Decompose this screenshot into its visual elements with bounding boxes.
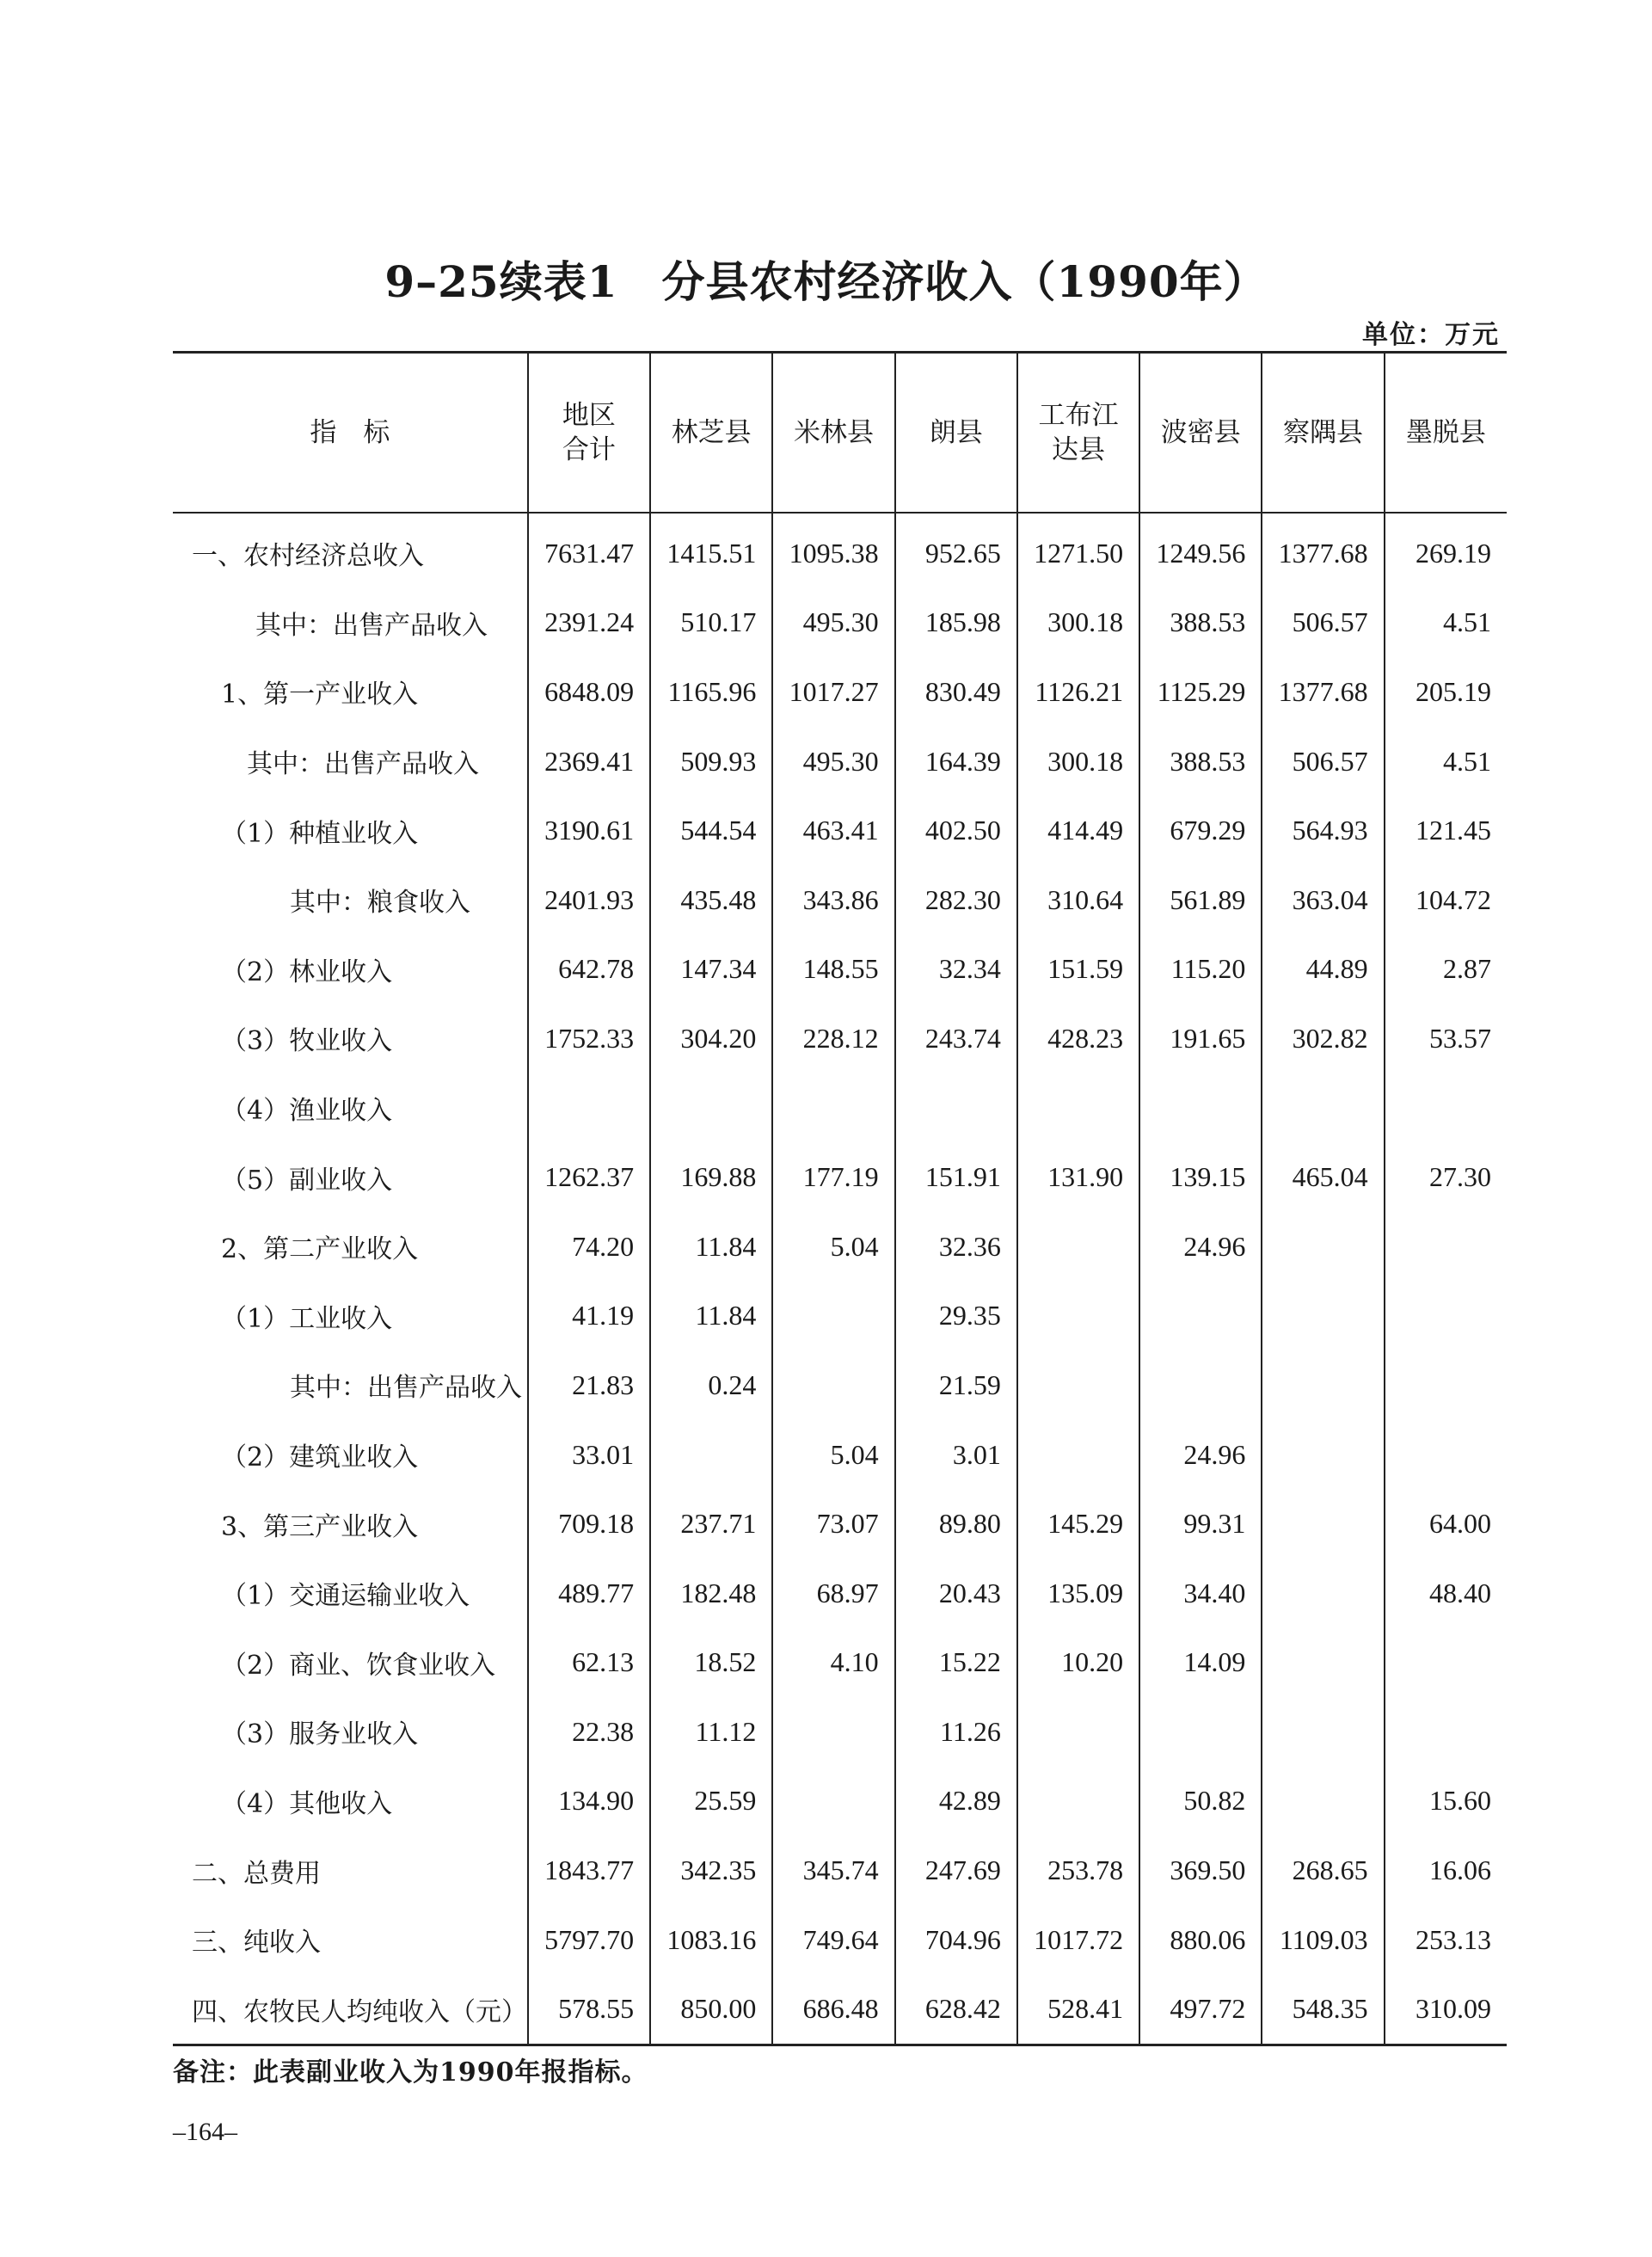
table-cell: 342.35	[650, 1836, 772, 1905]
table-cell: 73.07	[772, 1489, 894, 1559]
table-cell	[772, 1282, 894, 1351]
table-cell: 428.23	[1017, 1004, 1139, 1073]
table-row	[173, 1489, 1507, 1559]
table-cell: 121.45	[1385, 796, 1507, 865]
table-row	[173, 1142, 1507, 1212]
table-cell	[1385, 1350, 1507, 1420]
table-cell: 42.89	[895, 1767, 1017, 1836]
row-label: 1、第一产业收入	[221, 680, 419, 710]
table-cell	[772, 1073, 894, 1143]
table-cell	[1385, 1073, 1507, 1143]
table-cell: 578.55	[528, 1974, 650, 2045]
table-cell: 1415.51	[650, 513, 772, 588]
table-cell: 191.65	[1139, 1004, 1262, 1073]
row-label: （1）交通运输业收入	[221, 1581, 470, 1612]
row-label: （1）工业收入	[221, 1303, 393, 1334]
row-label: 其中：出售产品收入	[255, 610, 488, 641]
table-cell: 1126.21	[1017, 657, 1139, 727]
table-cell: 1271.50	[1017, 513, 1139, 588]
table-cell: 1262.37	[528, 1142, 650, 1212]
table-cell: 1377.68	[1262, 657, 1384, 727]
table-cell: 44.89	[1262, 935, 1384, 1005]
table-cell: 1125.29	[1139, 657, 1262, 727]
table-cell	[895, 1073, 1017, 1143]
table-cell: 11.12	[650, 1697, 772, 1767]
table-cell: 3.01	[895, 1420, 1017, 1490]
table-cell: 2391.24	[528, 588, 650, 658]
column-header-indicator: 指 标	[173, 353, 528, 514]
table-cell: 952.65	[895, 513, 1017, 588]
table-cell: 185.98	[895, 588, 1017, 658]
table-cell	[1139, 1697, 1262, 1767]
table-header-row	[173, 353, 1507, 514]
table-cell: 1752.33	[528, 1004, 650, 1073]
table-cell	[1017, 1212, 1139, 1282]
table-cell: 5.04	[772, 1212, 894, 1282]
table-cell: 388.53	[1139, 727, 1262, 796]
table-cell: 32.36	[895, 1212, 1017, 1282]
table-cell: 1843.77	[528, 1836, 650, 1905]
row-label: 其中：出售产品收入	[290, 1373, 522, 1404]
table-cell: 62.13	[528, 1628, 650, 1698]
table-cell	[1139, 1282, 1262, 1351]
table-row	[173, 513, 1507, 588]
table-cell: 830.49	[895, 657, 1017, 727]
column-header: 朗县	[895, 353, 1017, 514]
table-cell: 177.19	[772, 1142, 894, 1212]
table-cell: 880.06	[1139, 1905, 1262, 1975]
column-header: 波密县	[1139, 353, 1262, 514]
table-cell: 4.10	[772, 1628, 894, 1698]
table-cell: 495.30	[772, 727, 894, 796]
table-cell: 25.59	[650, 1767, 772, 1836]
table-cell: 10.20	[1017, 1628, 1139, 1698]
table-row	[173, 727, 1507, 796]
table-cell: 561.89	[1139, 865, 1262, 935]
table-cell	[1262, 1420, 1384, 1490]
table-cell	[1262, 1628, 1384, 1698]
table-cell: 1109.03	[1262, 1905, 1384, 1975]
table-cell: 2369.41	[528, 727, 650, 796]
table-cell: 48.40	[1385, 1559, 1507, 1628]
table-cell: 544.54	[650, 796, 772, 865]
table-cell: 1095.38	[772, 513, 894, 588]
table-cell: 363.04	[1262, 865, 1384, 935]
table-row	[173, 1004, 1507, 1073]
table-cell: 139.15	[1139, 1142, 1262, 1212]
table-cell: 14.09	[1139, 1628, 1262, 1698]
table-cell: 68.97	[772, 1559, 894, 1628]
table-cell: 89.80	[895, 1489, 1017, 1559]
table-row	[173, 1974, 1507, 2045]
row-label: 其中：出售产品收入	[247, 749, 479, 780]
table-cell: 99.31	[1139, 1489, 1262, 1559]
table-cell: 29.35	[895, 1282, 1017, 1351]
table-cell: 27.30	[1385, 1142, 1507, 1212]
table-cell: 1017.27	[772, 657, 894, 727]
table-cell: 21.83	[528, 1350, 650, 1420]
row-label: （4）其他收入	[221, 1788, 393, 1819]
table-cell: 463.41	[772, 796, 894, 865]
table-cell: 489.77	[528, 1559, 650, 1628]
table-cell: 4.51	[1385, 727, 1507, 796]
table-row	[173, 657, 1507, 727]
table-cell: 497.72	[1139, 1974, 1262, 2045]
table-body	[173, 513, 1507, 2045]
column-header: 工布江 达县	[1017, 353, 1139, 514]
table-row	[173, 1767, 1507, 1836]
table-cell: 33.01	[528, 1420, 650, 1490]
table-cell: 564.93	[1262, 796, 1384, 865]
table-cell: 20.43	[895, 1559, 1017, 1628]
table-cell	[1262, 1489, 1384, 1559]
table-cell	[1139, 1073, 1262, 1143]
row-label: （2）建筑业收入	[221, 1442, 419, 1473]
table-row	[173, 1905, 1507, 1975]
table-cell: 1249.56	[1139, 513, 1262, 588]
table-cell	[1017, 1767, 1139, 1836]
table-cell: 147.34	[650, 935, 772, 1005]
table-cell: 369.50	[1139, 1836, 1262, 1905]
table-cell: 506.57	[1262, 727, 1384, 796]
table-cell: 151.59	[1017, 935, 1139, 1005]
table-cell: 15.60	[1385, 1767, 1507, 1836]
table-cell: 16.06	[1385, 1836, 1507, 1905]
table-cell	[528, 1073, 650, 1143]
column-header: 地区 合计	[528, 353, 650, 514]
row-label: 3、第三产业收入	[221, 1511, 419, 1542]
table-cell: 134.90	[528, 1767, 650, 1836]
table-row	[173, 796, 1507, 865]
table-cell	[1017, 1697, 1139, 1767]
unit-label: 单位：万元	[1362, 320, 1500, 350]
table-cell	[1017, 1420, 1139, 1490]
table-cell	[772, 1350, 894, 1420]
table-cell: 686.48	[772, 1974, 894, 2045]
row-label: 二、总费用	[192, 1858, 321, 1889]
table-cell: 3190.61	[528, 796, 650, 865]
table-cell	[772, 1697, 894, 1767]
table-cell: 237.71	[650, 1489, 772, 1559]
table-cell: 300.18	[1017, 588, 1139, 658]
table-cell: 169.88	[650, 1142, 772, 1212]
table-cell	[1017, 1350, 1139, 1420]
table-cell	[1262, 1559, 1384, 1628]
row-label: （3）服务业收入	[221, 1719, 419, 1750]
table-row	[173, 1559, 1507, 1628]
table-cell: 709.18	[528, 1489, 650, 1559]
row-label: 2、第二产业收入	[221, 1234, 419, 1265]
table-cell: 145.29	[1017, 1489, 1139, 1559]
table-cell: 1165.96	[650, 657, 772, 727]
table-cell: 2.87	[1385, 935, 1507, 1005]
table-row	[173, 1350, 1507, 1420]
table-cell: 509.93	[650, 727, 772, 796]
table-cell: 0.24	[650, 1350, 772, 1420]
table-cell: 228.12	[772, 1004, 894, 1073]
table-cell	[650, 1073, 772, 1143]
table-cell: 465.04	[1262, 1142, 1384, 1212]
table-cell: 2401.93	[528, 865, 650, 935]
table-row	[173, 1282, 1507, 1351]
footnote: 备注：此表副业收入为1990年报指标。	[173, 2057, 648, 2088]
table-cell: 24.96	[1139, 1420, 1262, 1490]
table-cell: 24.96	[1139, 1212, 1262, 1282]
table-row	[173, 1212, 1507, 1282]
table-cell: 300.18	[1017, 727, 1139, 796]
table-cell: 15.22	[895, 1628, 1017, 1698]
table-row	[173, 588, 1507, 658]
table-row	[173, 935, 1507, 1005]
table-cell	[772, 1767, 894, 1836]
table-cell: 53.57	[1385, 1004, 1507, 1073]
table-cell: 343.86	[772, 865, 894, 935]
table-cell: 302.82	[1262, 1004, 1384, 1073]
table-cell	[1385, 1628, 1507, 1698]
table-cell: 269.19	[1385, 513, 1507, 588]
table-cell: 247.69	[895, 1836, 1017, 1905]
table-cell: 6848.09	[528, 657, 650, 727]
table-cell	[1262, 1073, 1384, 1143]
income-table	[173, 351, 1507, 2046]
table-cell: 253.78	[1017, 1836, 1139, 1905]
table-cell: 310.09	[1385, 1974, 1507, 2045]
table-cell: 506.57	[1262, 588, 1384, 658]
table-cell: 414.49	[1017, 796, 1139, 865]
table-cell: 104.72	[1385, 865, 1507, 935]
table-cell: 32.34	[895, 935, 1017, 1005]
table-cell: 22.38	[528, 1697, 650, 1767]
table-cell	[1385, 1420, 1507, 1490]
table-cell: 50.82	[1139, 1767, 1262, 1836]
table-cell	[1017, 1282, 1139, 1351]
table-cell: 1017.72	[1017, 1905, 1139, 1975]
table-cell	[1262, 1350, 1384, 1420]
table-row	[173, 1697, 1507, 1767]
row-label: （1）种植业收入	[221, 818, 419, 849]
table-cell: 1083.16	[650, 1905, 772, 1975]
table-cell: 402.50	[895, 796, 1017, 865]
table-cell	[1262, 1767, 1384, 1836]
table-row	[173, 1628, 1507, 1698]
table-cell: 21.59	[895, 1350, 1017, 1420]
row-label: 其中：粮食收入	[290, 888, 470, 919]
table-cell: 435.48	[650, 865, 772, 935]
table-cell: 5797.70	[528, 1905, 650, 1975]
table-cell: 268.65	[1262, 1836, 1384, 1905]
table-row	[173, 865, 1507, 935]
table-cell: 304.20	[650, 1004, 772, 1073]
table-cell: 495.30	[772, 588, 894, 658]
table-row	[173, 1836, 1507, 1905]
table-cell	[1017, 1073, 1139, 1143]
column-header: 墨脱县	[1385, 353, 1507, 514]
table-cell	[1385, 1282, 1507, 1351]
table-cell: 704.96	[895, 1905, 1017, 1975]
table-cell: 11.26	[895, 1697, 1017, 1767]
column-header: 察隅县	[1262, 353, 1384, 514]
table-cell: 628.42	[895, 1974, 1017, 2045]
page-number: –164–	[173, 2118, 237, 2146]
table-cell	[1262, 1282, 1384, 1351]
table-cell: 642.78	[528, 935, 650, 1005]
table-cell	[1262, 1697, 1384, 1767]
row-label: 三、纯收入	[192, 1928, 321, 1959]
table-cell: 310.64	[1017, 865, 1139, 935]
table-cell: 135.09	[1017, 1559, 1139, 1628]
row-label: （2）林业收入	[221, 956, 393, 987]
table-cell: 243.74	[895, 1004, 1017, 1073]
table-cell: 18.52	[650, 1628, 772, 1698]
table-cell	[650, 1420, 772, 1490]
table-cell: 11.84	[650, 1212, 772, 1282]
table-cell: 850.00	[650, 1974, 772, 2045]
table-cell: 205.19	[1385, 657, 1507, 727]
table-cell: 253.13	[1385, 1905, 1507, 1975]
table-row	[173, 1420, 1507, 1490]
table-cell: 679.29	[1139, 796, 1262, 865]
table-cell	[1385, 1212, 1507, 1282]
table-cell: 131.90	[1017, 1142, 1139, 1212]
table-cell: 182.48	[650, 1559, 772, 1628]
table-cell: 74.20	[528, 1212, 650, 1282]
row-label: （2）商业、饮食业收入	[221, 1650, 496, 1681]
table-cell: 282.30	[895, 865, 1017, 935]
table-cell: 148.55	[772, 935, 894, 1005]
table-cell: 11.84	[650, 1282, 772, 1351]
column-header: 林芝县	[650, 353, 772, 514]
row-label: 四、农牧民人均纯收入（元）	[192, 1996, 527, 2027]
row-label: 一、农村经济总收入	[192, 541, 424, 572]
table-cell: 115.20	[1139, 935, 1262, 1005]
table-cell: 510.17	[650, 588, 772, 658]
table-cell	[1385, 1697, 1507, 1767]
page-title: 9–25续表1 分县农村经济收入（1990年）	[384, 256, 1268, 307]
row-label: （3）牧业收入	[221, 1026, 393, 1057]
table-cell: 64.00	[1385, 1489, 1507, 1559]
table-cell: 4.51	[1385, 588, 1507, 658]
row-label: （5）副业收入	[221, 1165, 393, 1196]
table-cell: 345.74	[772, 1836, 894, 1905]
table-cell: 164.39	[895, 727, 1017, 796]
table-row	[173, 1073, 1507, 1143]
table-cell: 7631.47	[528, 513, 650, 588]
table-cell: 1377.68	[1262, 513, 1384, 588]
table-cell: 548.35	[1262, 1974, 1384, 2045]
table-cell: 749.64	[772, 1905, 894, 1975]
table-cell	[1262, 1212, 1384, 1282]
table-cell: 5.04	[772, 1420, 894, 1490]
table-cell: 34.40	[1139, 1559, 1262, 1628]
table-cell: 388.53	[1139, 588, 1262, 658]
column-header: 米林县	[772, 353, 894, 514]
table-cell	[1139, 1350, 1262, 1420]
table-cell: 151.91	[895, 1142, 1017, 1212]
row-label: （4）渔业收入	[221, 1096, 393, 1127]
table-cell: 528.41	[1017, 1974, 1139, 2045]
table-cell: 41.19	[528, 1282, 650, 1351]
